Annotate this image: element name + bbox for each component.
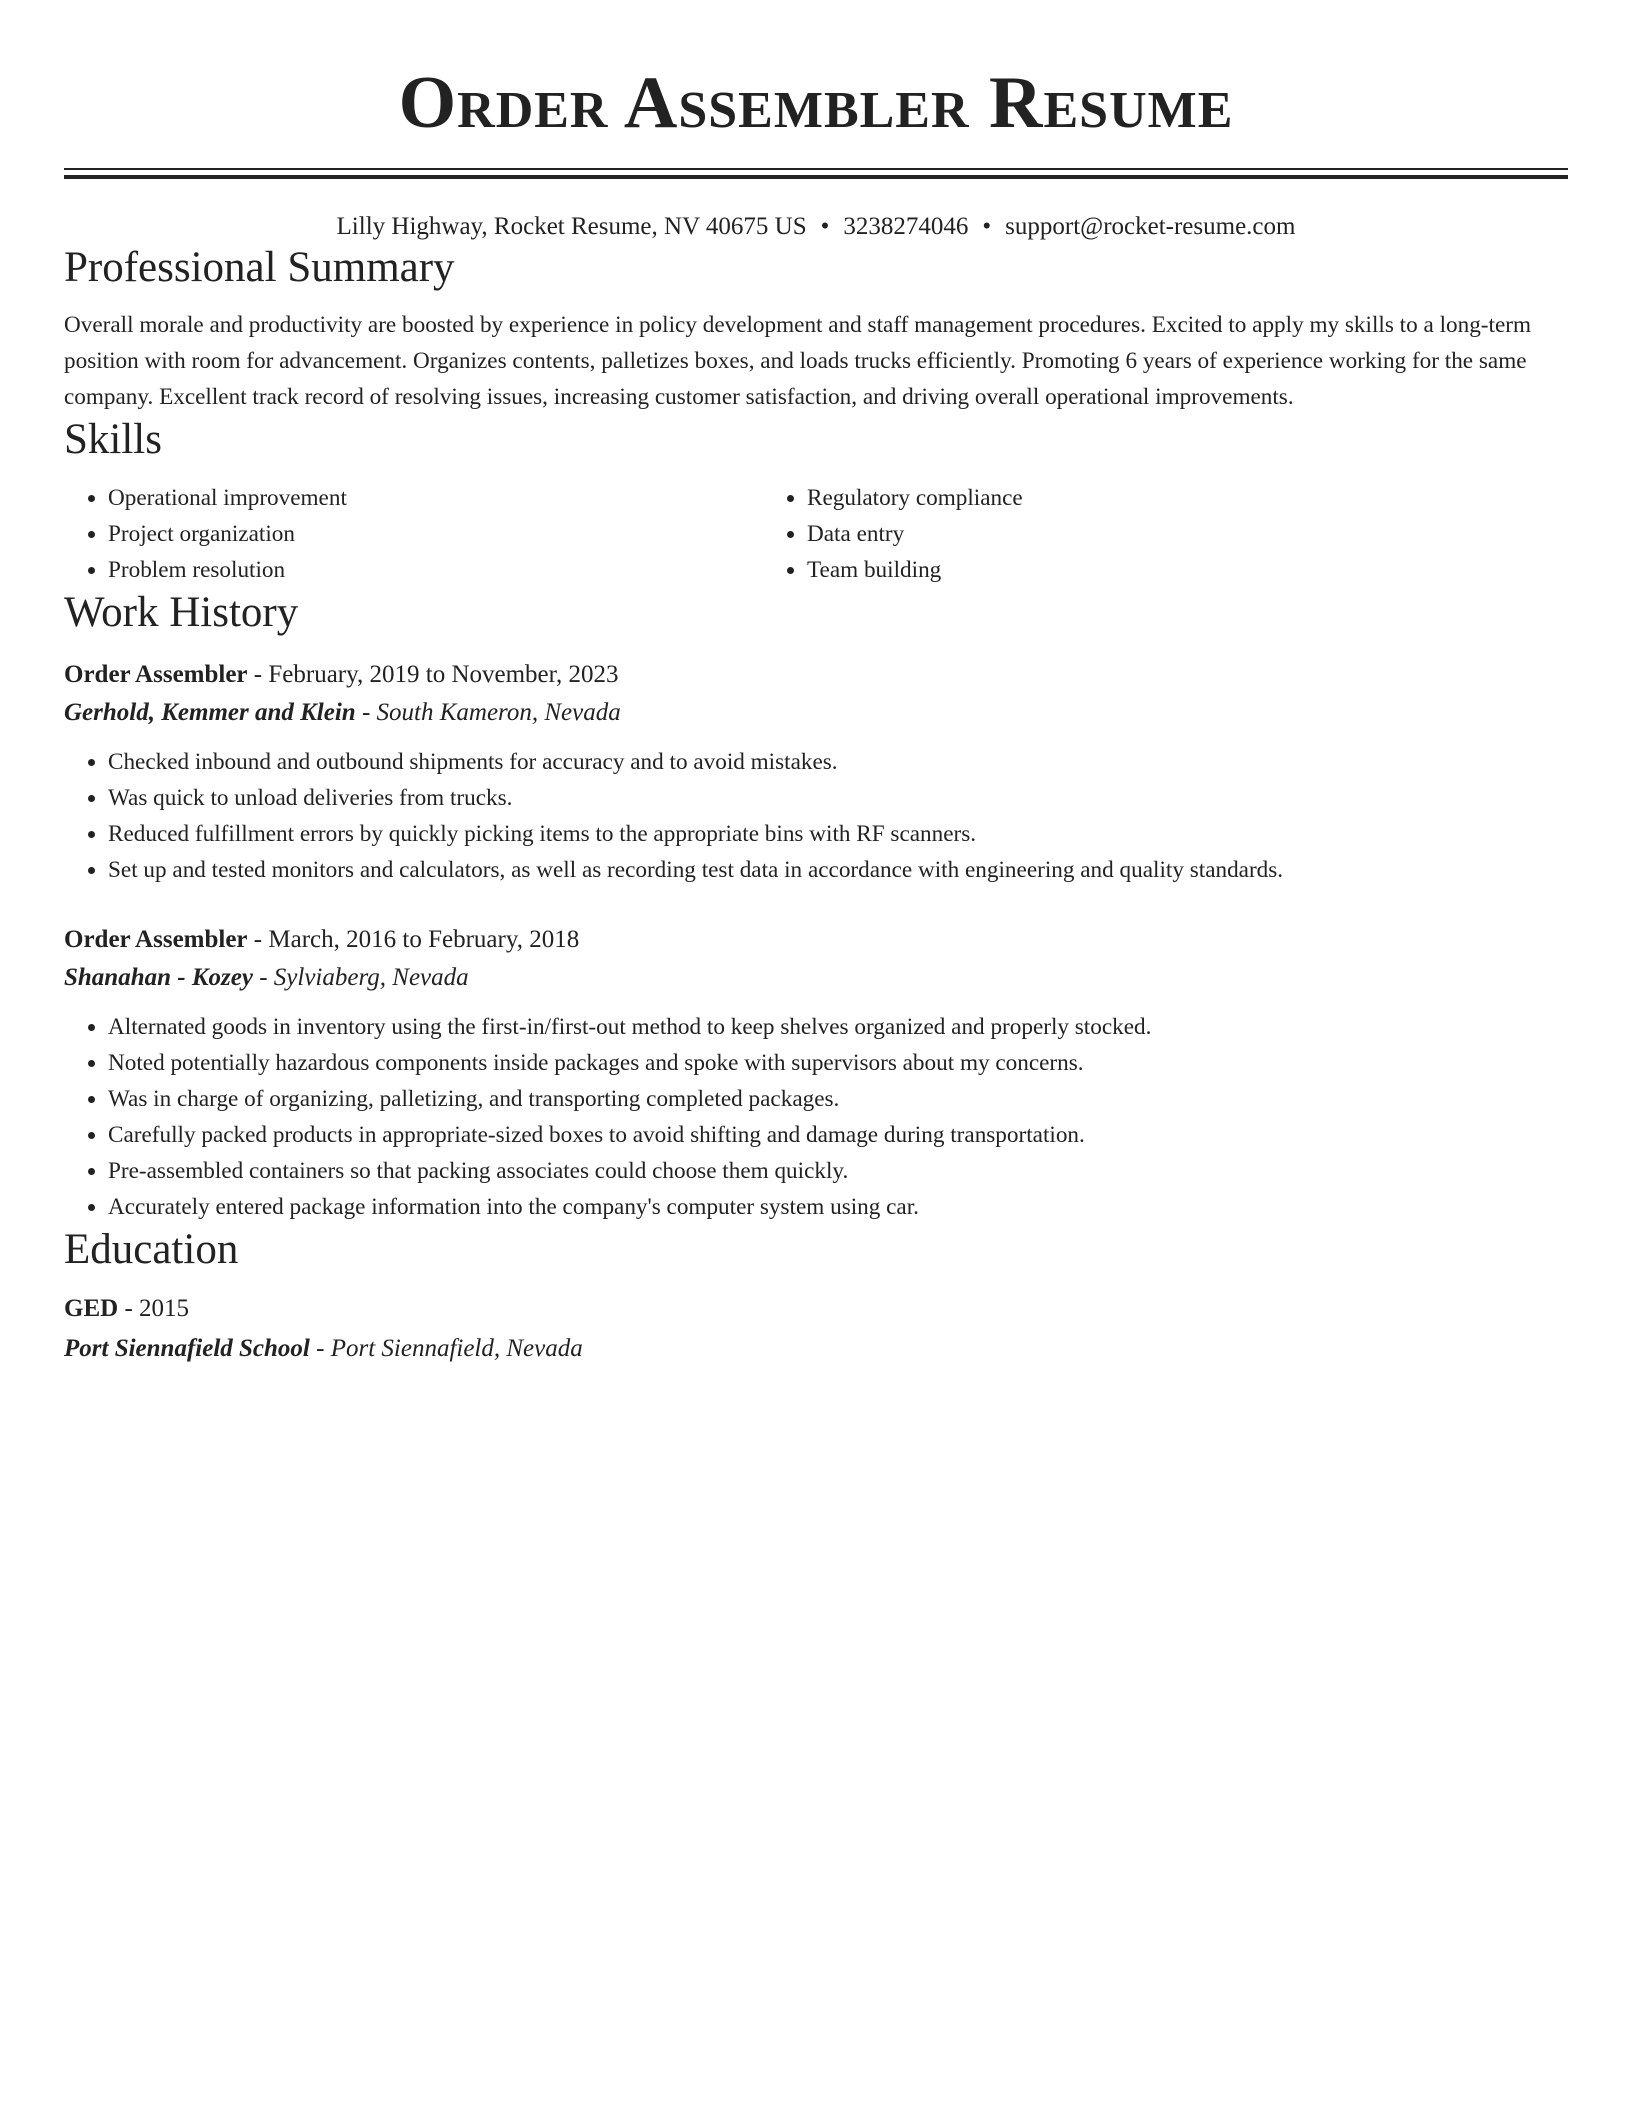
company-location: Sylviaberg, Nevada bbox=[273, 964, 469, 991]
job-title-line bbox=[64, 921, 1568, 959]
job-entry bbox=[64, 921, 1568, 1225]
company-line bbox=[64, 959, 1568, 997]
skill-item: • Project organization bbox=[108, 516, 763, 552]
degree: GED bbox=[64, 1295, 119, 1322]
skills-heading: Skills bbox=[64, 416, 162, 463]
job-title: Order Assembler bbox=[64, 926, 248, 953]
job-duties bbox=[64, 744, 1568, 888]
dash: - bbox=[124, 1295, 133, 1322]
duty-item: • Alternated goods in inventory using the first-in/first-out method to keep shelves organized and properly stocked. bbox=[108, 1009, 1568, 1045]
duty-item: • Noted potentially hazardous components inside packages and spoke with supervisors about my concerns. bbox=[108, 1045, 1568, 1081]
skill-item: • Data entry bbox=[807, 516, 1568, 552]
skill-item: • Regulatory compliance bbox=[807, 480, 1568, 516]
job-title: Order Assembler bbox=[64, 661, 248, 688]
skill-item: • Problem resolution bbox=[108, 552, 763, 588]
degree-line bbox=[64, 1289, 1568, 1329]
education-heading: Education bbox=[64, 1226, 239, 1273]
dash: - bbox=[361, 699, 371, 726]
job-title-line bbox=[64, 656, 1568, 694]
job-entry bbox=[64, 656, 1568, 888]
duty-item: • Checked inbound and outbound shipments for accuracy and to avoid mistakes. bbox=[108, 744, 1568, 780]
company-location: South Kameron, Nevada bbox=[376, 699, 621, 726]
summary-heading: Professional Summary bbox=[64, 244, 455, 291]
skills-column-left bbox=[64, 480, 763, 588]
contact-separator: • bbox=[982, 213, 992, 240]
contact-line bbox=[64, 211, 1568, 243]
title-divider-thick bbox=[64, 175, 1568, 179]
skill-item: • Team building bbox=[807, 552, 1568, 588]
company-line bbox=[64, 694, 1568, 732]
skill-item: • Operational improvement bbox=[108, 480, 763, 516]
contact-email: support@rocket-resume.com bbox=[1005, 213, 1296, 240]
job-duties bbox=[64, 1009, 1568, 1225]
contact-separator: • bbox=[820, 213, 830, 240]
company-name: Shanahan - Kozey bbox=[64, 964, 253, 991]
title-divider-thin bbox=[64, 168, 1568, 170]
resume-page bbox=[64, 0, 1568, 1369]
school-name: Port Siennafield School bbox=[64, 1335, 310, 1362]
duty-item: • Pre-assembled containers so that packing associates could choose them quickly. bbox=[108, 1153, 1568, 1189]
duty-item: • Was quick to unload deliveries from trucks. bbox=[108, 780, 1568, 816]
duty-item: • Accurately entered package information into the company's computer system using car. bbox=[108, 1189, 1568, 1225]
school-line bbox=[64, 1329, 1568, 1369]
duty-item: • Carefully packed products in appropriate-sized boxes to avoid shifting and damage during transportation. bbox=[108, 1117, 1568, 1153]
skills-column-right bbox=[763, 480, 1568, 588]
duty-item: • Was in charge of organizing, palletizing, and transporting completed packages. bbox=[108, 1081, 1568, 1117]
dash: - bbox=[253, 661, 263, 688]
skills-list bbox=[64, 480, 1568, 588]
graduation-year: 2015 bbox=[139, 1295, 190, 1322]
education-entry bbox=[64, 1289, 1568, 1369]
duty-item: • Reduced fulfillment errors by quickly picking items to the appropriate bins with RF scanners. bbox=[108, 816, 1568, 852]
resume-title: Order Assembler Resume bbox=[398, 62, 1234, 144]
school-location: Port Siennafield, Nevada bbox=[330, 1335, 583, 1362]
duty-item: • Set up and tested monitors and calculators, as well as recording test data in accordance with engineering and quality standards. bbox=[108, 852, 1568, 888]
summary-text: Overall morale and productivity are boosted by experience in policy development and staff management procedures. Excited to apply my skills to a long-term position with room for advancement. Organizes contents, palletizes boxes, and loads trucks efficiently. Promoting 6 years of experience working for the same company. Excellent track record of resolving issues, increasing customer satisfaction, and driving overall operational improvements. bbox=[64, 312, 1532, 410]
job-dates: February, 2019 to November, 2023 bbox=[268, 661, 619, 688]
dash: - bbox=[259, 964, 268, 991]
job-dates: March, 2016 to February, 2018 bbox=[268, 926, 580, 953]
contact-address: Lilly Highway, Rocket Resume, NV 40675 US bbox=[336, 213, 807, 240]
company-name: Gerhold, Kemmer and Klein bbox=[64, 699, 356, 726]
work-history-heading: Work History bbox=[64, 589, 299, 636]
dash: - bbox=[253, 926, 263, 953]
contact-phone: 3238274046 bbox=[843, 213, 969, 240]
dash: - bbox=[316, 1335, 325, 1362]
